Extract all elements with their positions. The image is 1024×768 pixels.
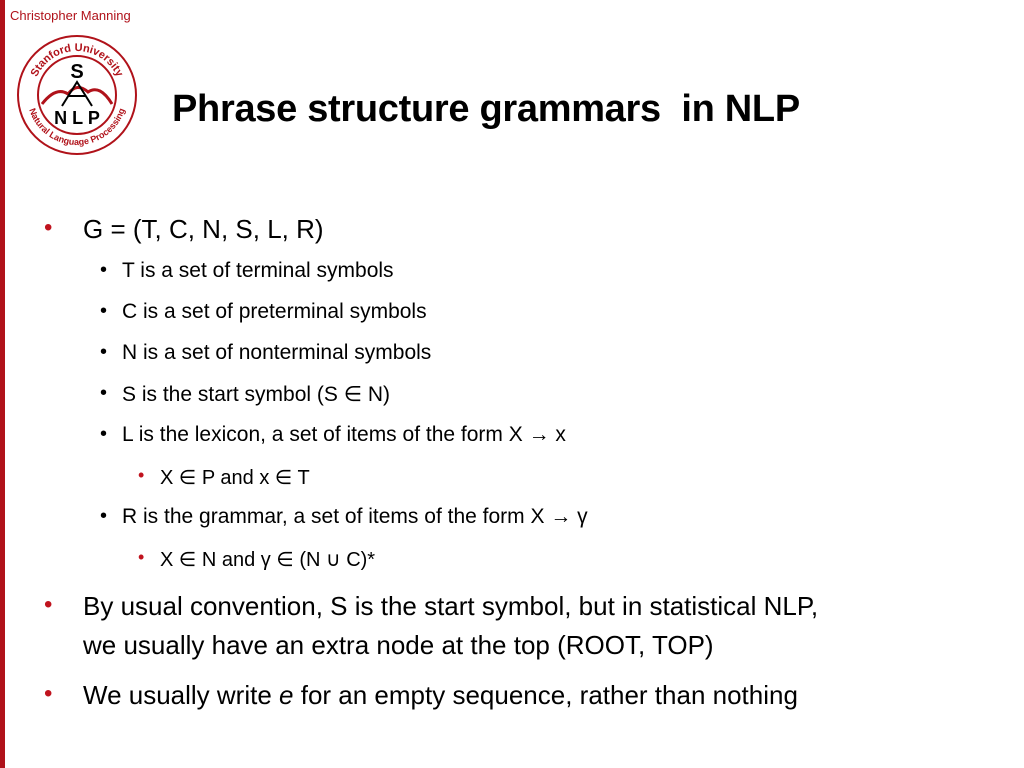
sub-bullet-dot: •: [100, 341, 108, 363]
sub-bullet-dot: •: [100, 382, 108, 404]
sub-bullet-dot: •: [100, 423, 108, 445]
logo-ring-text-bottom: Natural Language Processing: [27, 106, 127, 148]
bullet-text: G = (T, C, N, S, L, R): [83, 214, 324, 244]
bullet-text: [83, 680, 798, 711]
sub-sub-bullet-text: X ∈ N and γ ∈ (N ∪ C)*: [160, 549, 376, 571]
sub-bullet-dot: •: [100, 505, 108, 527]
bullet-text-part: We usually write: [83, 680, 280, 710]
sub-sub-bullet-dot: •: [138, 547, 145, 567]
sub-sub-bullet-text: X ∈ P and x ∈ T: [160, 467, 310, 489]
logo-letters-nlp: N L P: [54, 108, 100, 128]
bullet-text: By usual convention, S is the start symbol, but in statistical NLP,: [83, 591, 819, 621]
logo-ring-text-top: Stanford University: [28, 41, 126, 79]
bullet-text: we usually have an extra node at the top (ROOT, TOP): [83, 630, 714, 660]
sub-bullet-text: L is the lexicon, a set of items of the form X → x: [122, 423, 566, 446]
bullet-dot: •: [44, 214, 53, 241]
sub-bullet-dot: •: [100, 259, 108, 281]
sub-bullet-text: T is a set of terminal symbols: [122, 259, 394, 282]
empty-sequence-symbol: e: [279, 680, 294, 710]
sub-bullet-dot: •: [100, 300, 108, 322]
sub-bullet-text: R is the grammar, a set of items of the form X → γ: [122, 505, 588, 528]
slide-title: Phrase structure grammars in NLP: [172, 88, 800, 130]
bullet-text-part: for an empty sequence, rather than nothing: [293, 680, 798, 710]
author-label: Christopher Manning: [10, 8, 131, 23]
sub-bullet-text: S is the start symbol (S ∈ N): [122, 383, 391, 406]
sub-bullet-text: N is a set of nonterminal symbols: [122, 341, 432, 364]
bullet-dot: •: [44, 591, 53, 618]
sub-bullet-text: C is a set of preterminal symbols: [122, 300, 427, 323]
sub-sub-bullet-dot: •: [138, 465, 145, 485]
bullet-dot: •: [44, 680, 53, 707]
logo-letter-s: S: [70, 61, 84, 83]
